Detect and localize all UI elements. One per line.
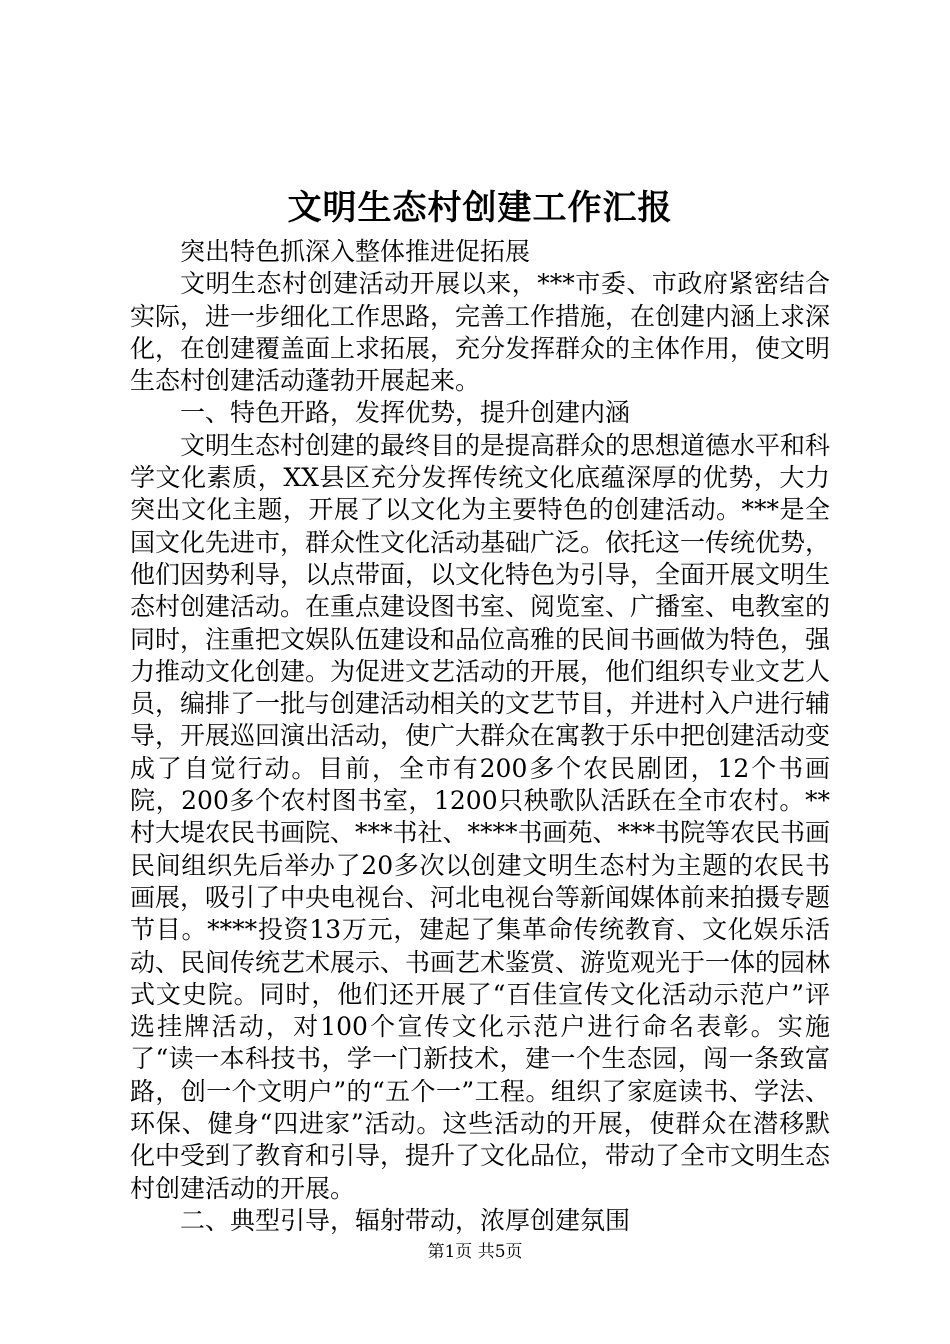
page-footer: 第1页 共5页 [427, 1242, 523, 1262]
document-page [130, 180, 830, 1237]
document-title: 文明生态村创建工作汇报 [287, 188, 673, 228]
section-heading-1: 一、特色开路，发挥优势，提升创建内涵 [180, 398, 631, 428]
intro-paragraph: 文明生态村创建活动开展以来，***市委、市政府紧密结合实际，进一步细化工作思路，完善工作措施，在创建内涵上求深化，在创建覆盖面上求拓展，充分发挥群众的主体作用，使文明生态村创建活动蓬勃开展起来。 [130, 269, 831, 396]
subtitle-paragraph: 突出特色抓深入整体推进促拓展 [180, 237, 531, 266]
section-heading-2: 二、典型引导，辐射带动，浓厚创建氛围 [180, 1205, 631, 1235]
body-paragraph: 文明生态村创建的最终目的是提高群众的思想道德水平和科学文化素质，XX县区充分发挥传统文化底蕴深厚的优势，大力突出文化主题，开展了以文化为主要特色的创建活动。***是全国文化先进市，群众性文化活动基础广泛。依托这一传统优势，他们因势利导，以点带面，以文化特色为引导，全面开展文明生态村创建活动。在重点建设图书室、阅览室、广播室、电教室的同时，注重把文娱队伍建设和品位高雅的民间书画做为特色，强力推动文化创建。为促进文艺活动的开展，他们组织专业文艺人员，编排了一批与创建活动相关的文艺节目，并进村入户进行辅导，开展巡回演出活动，使广大群众在寓教于乐中把创建活动变成了自觉行动。目前，全市有200多个农民剧团，12个书画院，200多个农村图书室，1200只秧歌队活跃在全市农村。**村大堤农民书画院、***书社、****书画苑、***书院等农民书画民间组织先后举办了20多次以创建文明生态村为主题的农民书画展，吸引了中央电视台、河北电视台等新闻媒体前来拍摄专题节目。****投资13万元，建起了集革命传统教育、文化娱乐活动、民间传统艺术展示、书画艺术鉴赏、游览观光于一体的园林式文史院。同时，他们还开展了“百佳宣传文化活动示范户”评选挂牌活动，对100个宣传文化示范户进行命名表彰。实施了“读一本科技书，学一门新技术，建一个生态园，闯一条致富路，创一个文明户”的“五个一”工程。组织了家庭读书、学法、环保、健身“四进家”活动。这些活动的开展，使群众在潜移默化中受到了教育和引导，提升了文化品位，带动了全市文明生态村创建活动的开展。 [130, 430, 831, 1203]
